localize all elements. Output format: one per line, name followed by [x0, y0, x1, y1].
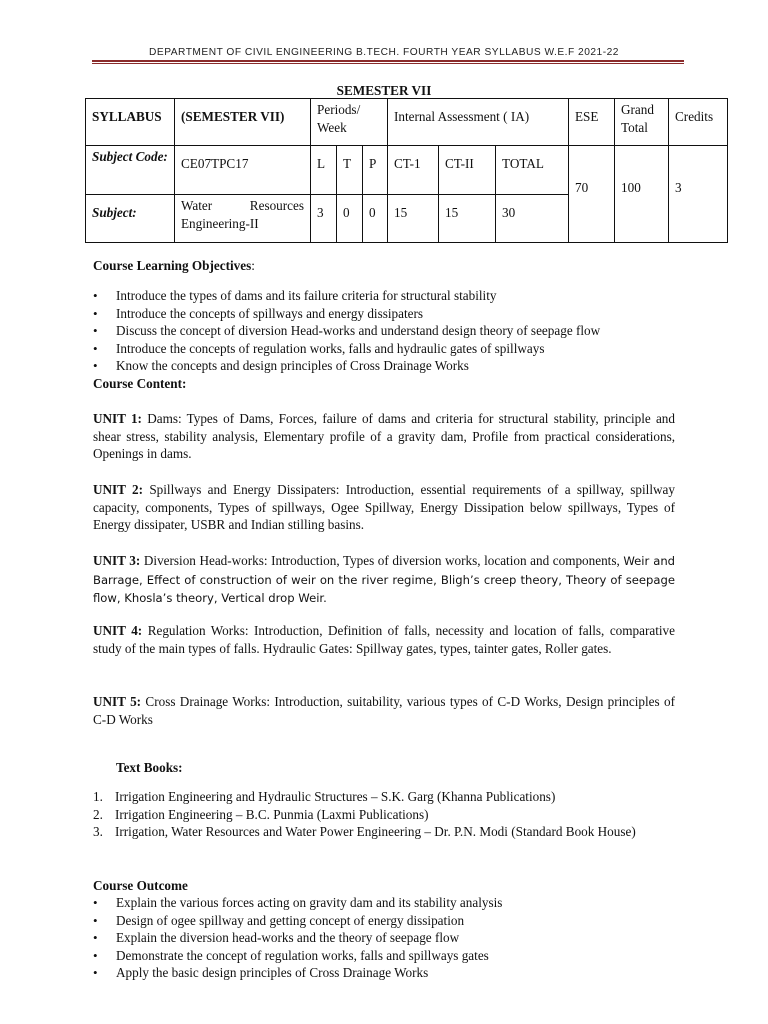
syllabus-table [85, 98, 728, 243]
ct2-label: CT-II [438, 145, 496, 195]
unit-label: UNIT 5: [93, 694, 142, 709]
unit-5 [93, 693, 675, 728]
ct2-value: 15 [438, 194, 496, 243]
list-item: • Introduce the concepts of regulation works, falls and hydraulic gates of spillways [93, 340, 675, 358]
list-item: • Explain the various forces acting on gravity dam and its stability analysis [93, 894, 675, 912]
header-rule [92, 60, 684, 64]
unit-label: UNIT 4: [93, 623, 143, 638]
ia-label: Internal Assessment ( IA) [387, 98, 569, 146]
periods-label: Periods/ Week [310, 98, 388, 146]
text-books-list [93, 788, 675, 841]
unit-label: UNIT 2: [93, 482, 144, 497]
subject-name: Water Resources Engineering-II [174, 194, 311, 243]
list-item: • Demonstrate the concept of regulation works, falls and spillways gates [93, 947, 675, 965]
unit-2 [93, 481, 675, 534]
unit-1 [93, 410, 675, 463]
list-number: 2. [93, 806, 103, 822]
objectives-title: Course Learning Objectives [93, 258, 252, 273]
list-item: • Apply the basic design principles of Cross Drainage Works [93, 964, 675, 982]
unit-text: Dams: Types of Dams, Forces, failure of dams and criteria for structural stability, principle and shear stress, stability analysis, Elementary profile of a gravity dam, Profile from practical considerations, Openings in dams. [93, 411, 675, 462]
syllabus-label: SYLLABUS [85, 98, 175, 146]
list-item [93, 823, 675, 841]
t-label: T [336, 145, 363, 195]
subject-code: CE07TPC17 [174, 145, 311, 195]
subject-label: Subject: [85, 194, 175, 243]
course-outcome-title: Course Outcome [93, 878, 188, 893]
text-books-title: Text Books: [116, 760, 183, 775]
unit-label: UNIT 3: [93, 553, 141, 568]
unit-3 [93, 552, 675, 608]
ese-value: 70 [568, 145, 615, 243]
p-value: 0 [362, 194, 388, 243]
list-number: 3. [93, 824, 103, 840]
semester-title: SEMESTER VII [336, 83, 432, 98]
unit-label: UNIT 1: [93, 411, 142, 426]
list-item: • Discuss the concept of diversion Head-works and understand design theory of seepage flow [93, 322, 675, 340]
list-item: • Design of ogee spillway and getting concept of energy dissipation [93, 912, 675, 930]
ct1-value: 15 [387, 194, 439, 243]
l-label: L [310, 145, 337, 195]
list-item: • Explain the diversion head-works and the theory of seepage flow [93, 929, 675, 947]
unit-text: Cross Drainage Works: Introduction, suitability, various types of C-D Works, Design principles of C-D Works [93, 694, 675, 727]
ct1-label: CT-1 [387, 145, 439, 195]
objectives-list [93, 287, 675, 375]
subject-code-label: Subject Code: [85, 145, 175, 195]
book-text: Irrigation, Water Resources and Water Power Engineering – Dr. P.N. Modi (Standard Book House) [115, 824, 636, 840]
l-value: 3 [310, 194, 337, 243]
list-item: • Introduce the types of dams and its failure criteria for structural stability [93, 287, 675, 305]
list-item: • Know the concepts and design principles of Cross Drainage Works [93, 357, 675, 375]
unit-text: Diversion Head-works: Introduction, Types of diversion works, location and components, [143, 553, 620, 568]
total-value: 30 [495, 194, 569, 243]
outcomes-list [93, 894, 675, 982]
list-number: 1. [93, 789, 103, 804]
semester-label: (SEMESTER VII) [174, 98, 311, 146]
unit-4 [93, 622, 675, 657]
unit-text: Regulation Works: Introduction, Definition of falls, necessity and location of falls, comparative study of the main types of falls. Hydraulic Gates: Spillway gates, types, tainter gates, Roller gates. [93, 623, 676, 656]
page-header: DEPARTMENT OF CIVIL ENGINEERING B.TECH. FOURTH YEAR SYLLABUS W.E.F 2021-22 [149, 47, 619, 58]
course-content-title: Course Content: [93, 376, 187, 391]
unit-text-continued: Weir and Barrage, Effect of construction of weir on the river regime, Bligh’s creep theory, Theory of seepage flow, Khosla’s theory, Vertical drop Weir. [93, 554, 676, 606]
grand-total-value: 100 [614, 145, 669, 243]
credits-label: Credits [668, 98, 728, 146]
unit-text: Spillways and Energy Dissipaters: Introduction, essential requirements of a spillway, spillway capacity, components, Types of spillways, Ogee Spillway, Energy Dissipation below spillways, Types of Energy dissipater, USBR and Indian stilling basins. [93, 482, 675, 533]
book-text: Irrigation Engineering – B.C. Punmia (Laxmi Publications) [115, 806, 429, 822]
ese-label: ESE [568, 98, 615, 146]
credits-value: 3 [668, 145, 728, 243]
p-label: P [362, 145, 388, 195]
total-label: TOTAL [495, 145, 569, 195]
objectives-heading: Course Learning Objectives: [93, 258, 255, 273]
list-item: • Introduce the concepts of spillways and energy dissipaters [93, 305, 675, 323]
book-text: Irrigation Engineering and Hydraulic Structures – S.K. Garg (Khanna Publications) [115, 789, 556, 804]
t-value: 0 [336, 194, 363, 243]
list-item [93, 788, 675, 806]
grand-total-label: Grand Total [614, 98, 669, 146]
list-item [93, 806, 675, 824]
